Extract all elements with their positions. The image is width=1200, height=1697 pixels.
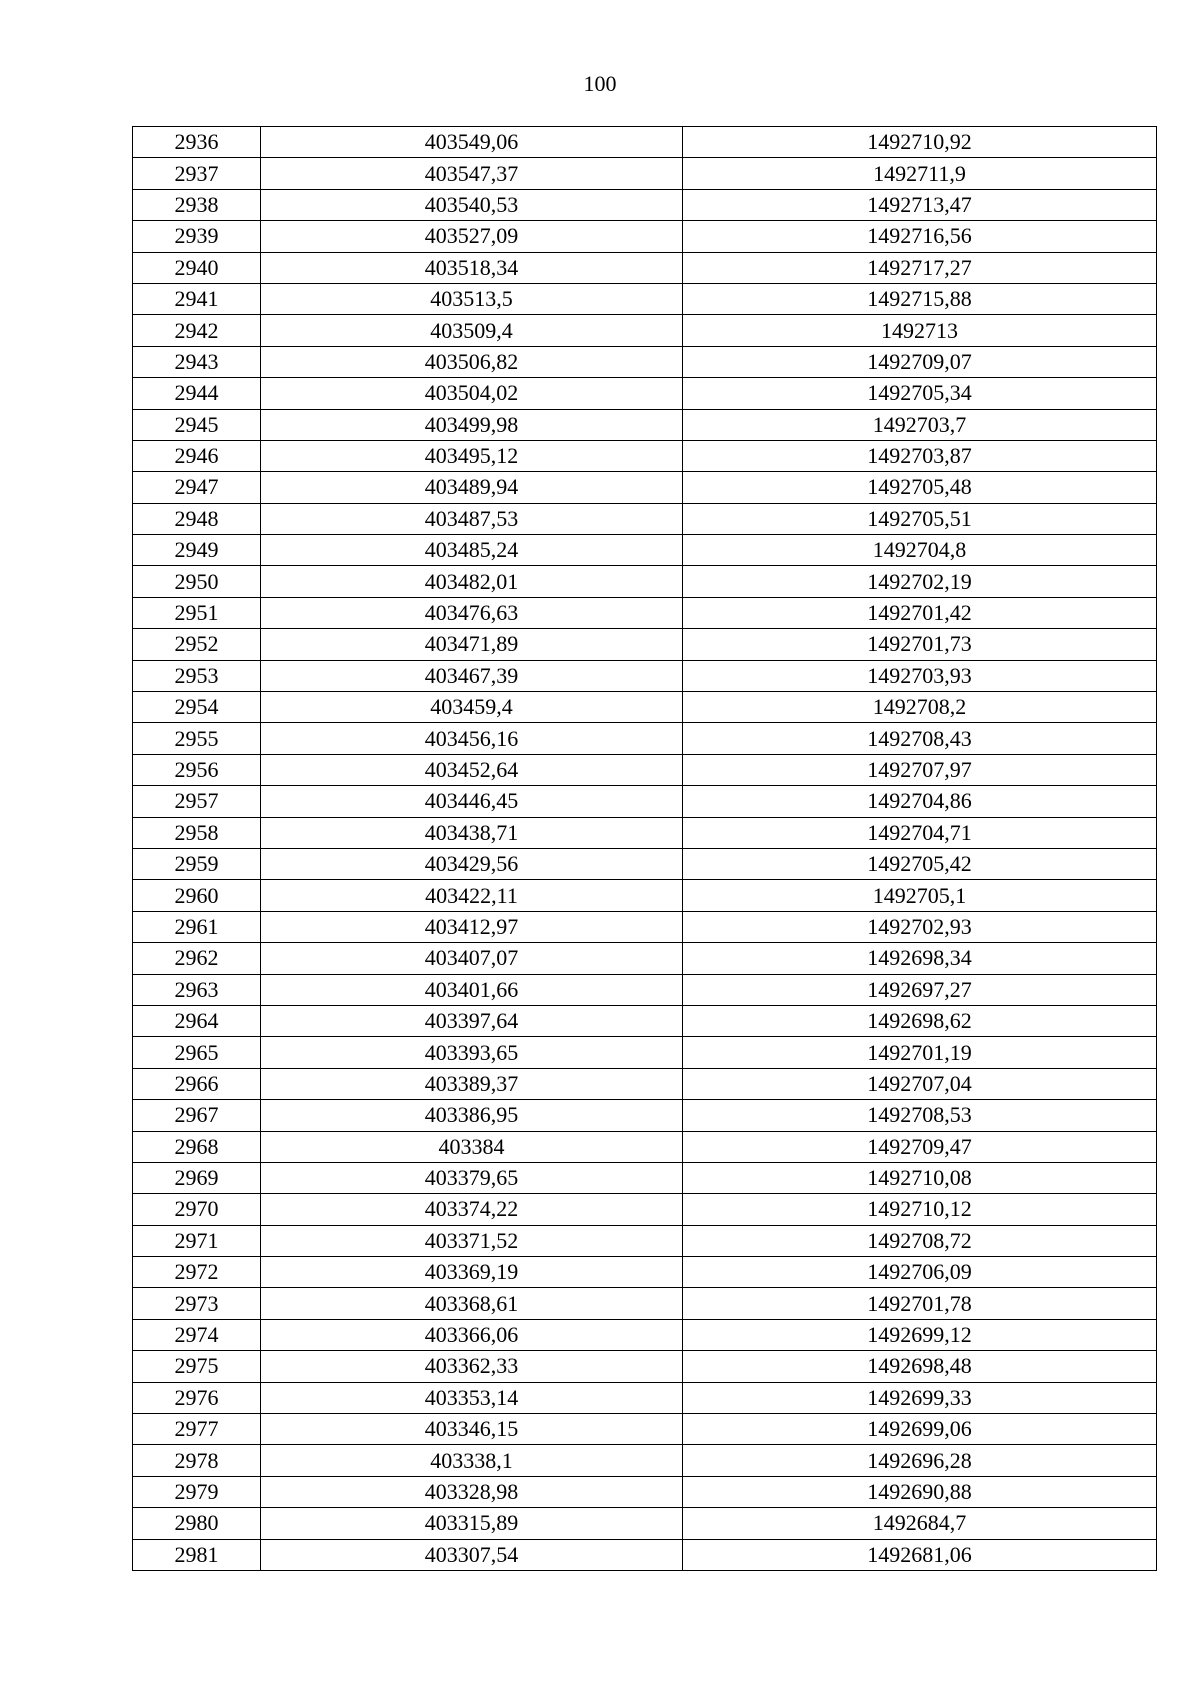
- x-coordinate-cell: 403459,4: [261, 692, 683, 723]
- x-coordinate-cell: 403315,89: [261, 1508, 683, 1539]
- table-row: [133, 660, 1157, 691]
- table-row: [133, 1225, 1157, 1256]
- table-row: [133, 723, 1157, 754]
- x-coordinate-cell: 403509,4: [261, 315, 683, 346]
- point-number-cell: 2937: [133, 158, 261, 189]
- x-coordinate-cell: 403518,34: [261, 252, 683, 283]
- point-number-cell: 2946: [133, 440, 261, 471]
- y-coordinate-cell: 1492705,1: [683, 880, 1157, 911]
- x-coordinate-cell: 403471,89: [261, 629, 683, 660]
- table-row: [133, 1476, 1157, 1507]
- point-number-cell: 2975: [133, 1351, 261, 1382]
- y-coordinate-cell: 1492699,33: [683, 1382, 1157, 1413]
- table-row: [133, 1005, 1157, 1036]
- x-coordinate-cell: 403362,33: [261, 1351, 683, 1382]
- point-number-cell: 2939: [133, 221, 261, 252]
- coordinates-table: [132, 126, 1157, 1571]
- x-coordinate-cell: 403393,65: [261, 1037, 683, 1068]
- page-number: 100: [583, 71, 617, 96]
- point-number-cell: 2952: [133, 629, 261, 660]
- table-row: [133, 440, 1157, 471]
- point-number-cell: 2947: [133, 472, 261, 503]
- x-coordinate-cell: 403368,61: [261, 1288, 683, 1319]
- x-coordinate-cell: 403487,53: [261, 503, 683, 534]
- y-coordinate-cell: 1492698,62: [683, 1005, 1157, 1036]
- point-number-cell: 2945: [133, 409, 261, 440]
- x-coordinate-cell: 403328,98: [261, 1476, 683, 1507]
- x-coordinate-cell: 403422,11: [261, 880, 683, 911]
- y-coordinate-cell: 1492706,09: [683, 1257, 1157, 1288]
- point-number-cell: 2981: [133, 1539, 261, 1570]
- point-number-cell: 2954: [133, 692, 261, 723]
- point-number-cell: 2960: [133, 880, 261, 911]
- point-number-cell: 2951: [133, 597, 261, 628]
- point-number-cell: 2944: [133, 378, 261, 409]
- y-coordinate-cell: 1492707,04: [683, 1068, 1157, 1099]
- x-coordinate-cell: 403353,14: [261, 1382, 683, 1413]
- point-number-cell: 2969: [133, 1162, 261, 1193]
- y-coordinate-cell: 1492690,88: [683, 1476, 1157, 1507]
- table-row: [133, 786, 1157, 817]
- table-row: [133, 1100, 1157, 1131]
- x-coordinate-cell: 403506,82: [261, 346, 683, 377]
- x-coordinate-cell: 403407,07: [261, 943, 683, 974]
- y-coordinate-cell: 1492710,12: [683, 1194, 1157, 1225]
- point-number-cell: 2977: [133, 1414, 261, 1445]
- point-number-cell: 2936: [133, 127, 261, 158]
- point-number-cell: 2941: [133, 283, 261, 314]
- point-number-cell: 2972: [133, 1257, 261, 1288]
- point-number-cell: 2943: [133, 346, 261, 377]
- table-row: [133, 1414, 1157, 1445]
- point-number-cell: 2974: [133, 1319, 261, 1350]
- x-coordinate-cell: 403504,02: [261, 378, 683, 409]
- y-coordinate-cell: 1492707,97: [683, 754, 1157, 785]
- y-coordinate-cell: 1492704,71: [683, 817, 1157, 848]
- point-number-cell: 2967: [133, 1100, 261, 1131]
- point-number-cell: 2979: [133, 1476, 261, 1507]
- y-coordinate-cell: 1492704,8: [683, 535, 1157, 566]
- table-row: [133, 346, 1157, 377]
- y-coordinate-cell: 1492702,93: [683, 911, 1157, 942]
- y-coordinate-cell: 1492715,88: [683, 283, 1157, 314]
- point-number-cell: 2938: [133, 189, 261, 220]
- table-row: [133, 283, 1157, 314]
- table-row: [133, 1288, 1157, 1319]
- table-row: [133, 535, 1157, 566]
- y-coordinate-cell: 1492709,47: [683, 1131, 1157, 1162]
- y-coordinate-cell: 1492705,48: [683, 472, 1157, 503]
- y-coordinate-cell: 1492708,72: [683, 1225, 1157, 1256]
- table-body: [133, 127, 1157, 1571]
- point-number-cell: 2964: [133, 1005, 261, 1036]
- y-coordinate-cell: 1492710,08: [683, 1162, 1157, 1193]
- x-coordinate-cell: 403369,19: [261, 1257, 683, 1288]
- x-coordinate-cell: 403401,66: [261, 974, 683, 1005]
- y-coordinate-cell: 1492684,7: [683, 1508, 1157, 1539]
- y-coordinate-cell: 1492713,47: [683, 189, 1157, 220]
- table-row: [133, 911, 1157, 942]
- table-row: [133, 692, 1157, 723]
- y-coordinate-cell: 1492701,19: [683, 1037, 1157, 1068]
- table-row: [133, 566, 1157, 597]
- point-number-cell: 2949: [133, 535, 261, 566]
- y-coordinate-cell: 1492708,53: [683, 1100, 1157, 1131]
- point-number-cell: 2957: [133, 786, 261, 817]
- point-number-cell: 2948: [133, 503, 261, 534]
- y-coordinate-cell: 1492701,73: [683, 629, 1157, 660]
- table-row: [133, 1382, 1157, 1413]
- y-coordinate-cell: 1492709,07: [683, 346, 1157, 377]
- x-coordinate-cell: 403438,71: [261, 817, 683, 848]
- point-number-cell: 2971: [133, 1225, 261, 1256]
- y-coordinate-cell: 1492708,2: [683, 692, 1157, 723]
- x-coordinate-cell: 403307,54: [261, 1539, 683, 1570]
- table-row: [133, 221, 1157, 252]
- table-row: [133, 378, 1157, 409]
- x-coordinate-cell: 403366,06: [261, 1319, 683, 1350]
- y-coordinate-cell: 1492681,06: [683, 1539, 1157, 1570]
- y-coordinate-cell: 1492699,06: [683, 1414, 1157, 1445]
- x-coordinate-cell: 403386,95: [261, 1100, 683, 1131]
- x-coordinate-cell: 403495,12: [261, 440, 683, 471]
- y-coordinate-cell: 1492708,43: [683, 723, 1157, 754]
- table-row: [133, 409, 1157, 440]
- point-number-cell: 2940: [133, 252, 261, 283]
- table-row: [133, 629, 1157, 660]
- point-number-cell: 2973: [133, 1288, 261, 1319]
- y-coordinate-cell: 1492701,78: [683, 1288, 1157, 1319]
- table-row: [133, 1162, 1157, 1193]
- x-coordinate-cell: 403452,64: [261, 754, 683, 785]
- point-number-cell: 2958: [133, 817, 261, 848]
- table-row: [133, 1194, 1157, 1225]
- y-coordinate-cell: 1492703,7: [683, 409, 1157, 440]
- x-coordinate-cell: 403379,65: [261, 1162, 683, 1193]
- table-row: [133, 817, 1157, 848]
- y-coordinate-cell: 1492699,12: [683, 1319, 1157, 1350]
- x-coordinate-cell: 403338,1: [261, 1445, 683, 1476]
- x-coordinate-cell: 403374,22: [261, 1194, 683, 1225]
- point-number-cell: 2970: [133, 1194, 261, 1225]
- point-number-cell: 2961: [133, 911, 261, 942]
- table-row: [133, 503, 1157, 534]
- table-row: [133, 158, 1157, 189]
- point-number-cell: 2966: [133, 1068, 261, 1099]
- x-coordinate-cell: 403397,64: [261, 1005, 683, 1036]
- point-number-cell: 2963: [133, 974, 261, 1005]
- y-coordinate-cell: 1492703,87: [683, 440, 1157, 471]
- point-number-cell: 2976: [133, 1382, 261, 1413]
- y-coordinate-cell: 1492703,93: [683, 660, 1157, 691]
- x-coordinate-cell: 403412,97: [261, 911, 683, 942]
- point-number-cell: 2965: [133, 1037, 261, 1068]
- y-coordinate-cell: 1492716,56: [683, 221, 1157, 252]
- table-row: [133, 1131, 1157, 1162]
- table-row: [133, 1037, 1157, 1068]
- x-coordinate-cell: 403446,45: [261, 786, 683, 817]
- y-coordinate-cell: 1492702,19: [683, 566, 1157, 597]
- table-row: [133, 880, 1157, 911]
- y-coordinate-cell: 1492701,42: [683, 597, 1157, 628]
- x-coordinate-cell: 403540,53: [261, 189, 683, 220]
- y-coordinate-cell: 1492717,27: [683, 252, 1157, 283]
- y-coordinate-cell: 1492704,86: [683, 786, 1157, 817]
- table-row: [133, 1539, 1157, 1570]
- y-coordinate-cell: 1492696,28: [683, 1445, 1157, 1476]
- x-coordinate-cell: 403346,15: [261, 1414, 683, 1445]
- table-row: [133, 943, 1157, 974]
- x-coordinate-cell: 403489,94: [261, 472, 683, 503]
- table-row: [133, 848, 1157, 879]
- x-coordinate-cell: 403549,06: [261, 127, 683, 158]
- x-coordinate-cell: 403384: [261, 1131, 683, 1162]
- table-row: [133, 1445, 1157, 1476]
- table-row: [133, 189, 1157, 220]
- y-coordinate-cell: 1492698,34: [683, 943, 1157, 974]
- x-coordinate-cell: 403513,5: [261, 283, 683, 314]
- x-coordinate-cell: 403485,24: [261, 535, 683, 566]
- table-row: [133, 252, 1157, 283]
- table-row: [133, 1068, 1157, 1099]
- table-row: [133, 597, 1157, 628]
- point-number-cell: 2955: [133, 723, 261, 754]
- point-number-cell: 2942: [133, 315, 261, 346]
- x-coordinate-cell: 403527,09: [261, 221, 683, 252]
- point-number-cell: 2980: [133, 1508, 261, 1539]
- x-coordinate-cell: 403371,52: [261, 1225, 683, 1256]
- x-coordinate-cell: 403499,98: [261, 409, 683, 440]
- x-coordinate-cell: 403429,56: [261, 848, 683, 879]
- y-coordinate-cell: 1492710,92: [683, 127, 1157, 158]
- point-number-cell: 2962: [133, 943, 261, 974]
- table-row: [133, 127, 1157, 158]
- y-coordinate-cell: 1492705,42: [683, 848, 1157, 879]
- point-number-cell: 2968: [133, 1131, 261, 1162]
- table-row: [133, 315, 1157, 346]
- point-number-cell: 2959: [133, 848, 261, 879]
- x-coordinate-cell: 403547,37: [261, 158, 683, 189]
- point-number-cell: 2956: [133, 754, 261, 785]
- y-coordinate-cell: 1492698,48: [683, 1351, 1157, 1382]
- table-row: [133, 1257, 1157, 1288]
- table-row: [133, 754, 1157, 785]
- x-coordinate-cell: 403476,63: [261, 597, 683, 628]
- x-coordinate-cell: 403389,37: [261, 1068, 683, 1099]
- point-number-cell: 2950: [133, 566, 261, 597]
- point-number-cell: 2978: [133, 1445, 261, 1476]
- table-row: [133, 1319, 1157, 1350]
- x-coordinate-cell: 403456,16: [261, 723, 683, 754]
- x-coordinate-cell: 403467,39: [261, 660, 683, 691]
- table-row: [133, 974, 1157, 1005]
- table-row: [133, 472, 1157, 503]
- point-number-cell: 2953: [133, 660, 261, 691]
- y-coordinate-cell: 1492705,34: [683, 378, 1157, 409]
- table-row: [133, 1351, 1157, 1382]
- y-coordinate-cell: 1492697,27: [683, 974, 1157, 1005]
- table-row: [133, 1508, 1157, 1539]
- x-coordinate-cell: 403482,01: [261, 566, 683, 597]
- y-coordinate-cell: 1492713: [683, 315, 1157, 346]
- y-coordinate-cell: 1492705,51: [683, 503, 1157, 534]
- y-coordinate-cell: 1492711,9: [683, 158, 1157, 189]
